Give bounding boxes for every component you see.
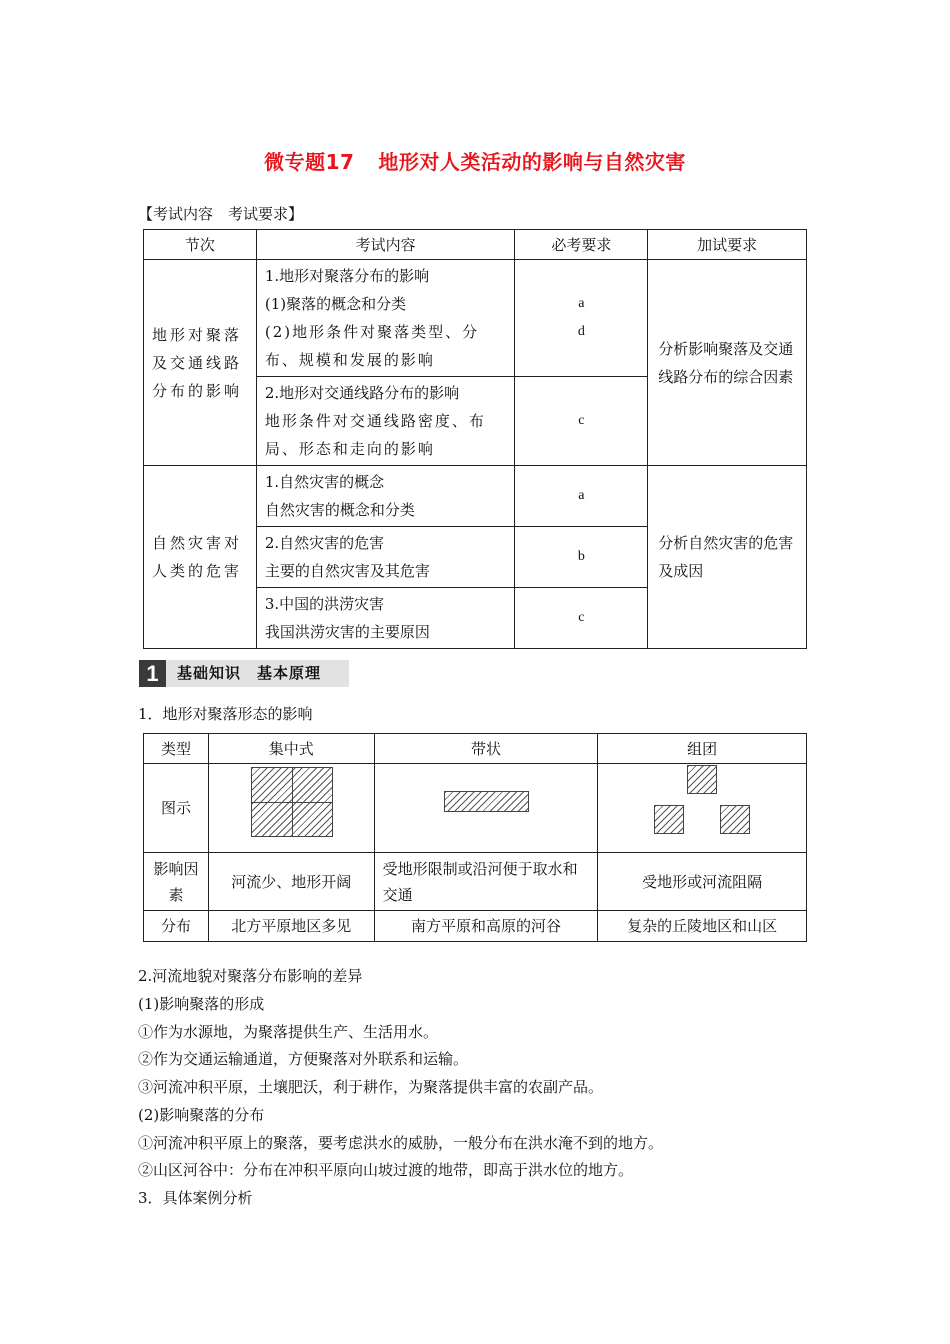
content-cell: [256, 588, 515, 649]
distribution-cluster: 复杂的丘陵地区和山区: [598, 911, 807, 942]
table-row: [144, 911, 807, 942]
header-concentrated: 集中式: [208, 734, 374, 764]
content-line: 2.自然灾害的危害: [264, 534, 385, 552]
text-line: (1)影响聚落的形成: [138, 995, 265, 1013]
distribution-strip: 南方平原和高原的河谷: [374, 911, 598, 942]
grade-value: a: [578, 296, 585, 311]
content-cell: [256, 466, 515, 527]
grade-value: b: [515, 527, 648, 588]
section-name-terrain: 地形对聚落及交通线路分布的影响: [144, 260, 257, 466]
header-required: 必考要求: [515, 230, 648, 260]
table-row: [144, 466, 807, 527]
figure-label: 图示: [144, 764, 209, 853]
figure-cluster-cell: [598, 764, 807, 853]
content-line: 主要的自然灾害及其危害: [264, 562, 430, 580]
section-header: [139, 660, 349, 687]
text-line: ①河流冲积平原上的聚落，要考虑洪水的威胁，一般分布在洪水淹不到的地方。: [138, 1134, 664, 1152]
text-line: 3．具体案例分析: [138, 1189, 253, 1207]
cluster-block-top: [687, 765, 717, 794]
distribution-concentrated: 北方平原地区多见: [208, 911, 374, 942]
content-line: 3.中国的洪涝灾害: [264, 595, 385, 613]
title-text: 地形对人类活动的影响与自然灾害: [378, 150, 686, 174]
figure-concentrated-cell: [208, 764, 374, 853]
factor-concentrated: 河流少、地形开阔: [208, 853, 374, 911]
content-cell: [256, 527, 515, 588]
exam-requirements-table: [143, 229, 807, 649]
text-line: ③河流冲积平原，土壤肥沃，利于耕作，为聚落提供丰富的农副产品。: [138, 1078, 604, 1096]
header-content: 考试内容: [256, 230, 515, 260]
table-header-row: [144, 230, 807, 260]
title-number: 微专题17: [264, 150, 355, 174]
factor-cluster: 受地形或河流阻隔: [598, 853, 807, 911]
distribution-label: 分布: [144, 911, 209, 942]
header-section: 节次: [144, 230, 257, 260]
content-cell: [256, 377, 515, 466]
content-line: 1.自然灾害的概念: [264, 473, 385, 491]
grade-cell: [515, 260, 648, 377]
content-line: 我国洪涝灾害的主要原因: [264, 623, 430, 641]
settlement-form-table: [143, 733, 807, 942]
text-line: ②山区河谷中：分布在冲积平原向山坡过渡的地带，即高于洪水位的地方。: [138, 1161, 634, 1179]
text-line: ①作为水源地，为聚落提供生产、生活用水。: [138, 1023, 439, 1041]
extra-requirement: 分析自然灾害的危害及成因: [648, 466, 807, 649]
section-number: 1: [139, 660, 166, 687]
content-line: 2.地形对交通线路分布的影响: [264, 384, 460, 402]
extra-requirement: 分析影响聚落及交通线路分布的综合因素: [648, 260, 807, 466]
table-row: [144, 764, 807, 853]
content-line: (1)聚落的概念和分类: [264, 295, 407, 313]
grade-value: c: [515, 377, 648, 466]
grid-divider-horizontal: [251, 802, 333, 803]
table-row: [144, 260, 807, 377]
grade-value: c: [515, 588, 648, 649]
page-title: [0, 146, 950, 175]
table-header-row: [144, 734, 807, 764]
grade-value: a: [515, 466, 648, 527]
header-strip: 带状: [374, 734, 598, 764]
strip-diagram: [444, 791, 529, 812]
text-line: (2)影响聚落的分布: [138, 1106, 265, 1124]
section-name-disaster: 自然灾害对人类的危害: [144, 466, 257, 649]
content-line: 自然灾害的概念和分类: [264, 501, 415, 519]
content-cell: [256, 260, 515, 377]
text-line: ②作为交通运输通道，方便聚落对外联系和运输。: [138, 1050, 469, 1068]
content-line: (2)地形条件对聚落类型、分布、规模和发展的影响: [264, 323, 480, 369]
content-line: 地形条件对交通线路密度、布局、形态和走向的影响: [264, 412, 486, 458]
grade-value: d: [577, 324, 585, 339]
text-line: 2.河流地貌对聚落分布影响的差异: [138, 967, 363, 985]
exam-requirements-label: 【考试内容 考试要求】: [138, 205, 304, 223]
cluster-block-right: [720, 805, 750, 834]
section-title: 基础知识 基本原理: [177, 664, 322, 682]
cluster-block-left: [654, 805, 684, 834]
header-cluster: 组团: [598, 734, 807, 764]
content-line: 1.地形对聚落分布的影响: [264, 267, 430, 285]
header-extra: 加试要求: [648, 230, 807, 260]
header-type: 类型: [144, 734, 209, 764]
factor-strip: 受地形限制或沿河便于取水和交通: [374, 853, 598, 911]
figure-strip-cell: [374, 764, 598, 853]
table-row: [144, 853, 807, 911]
heading-settlement-form: 1．地形对聚落形态的影响: [138, 705, 313, 723]
factor-label: 影响因素: [144, 853, 209, 911]
